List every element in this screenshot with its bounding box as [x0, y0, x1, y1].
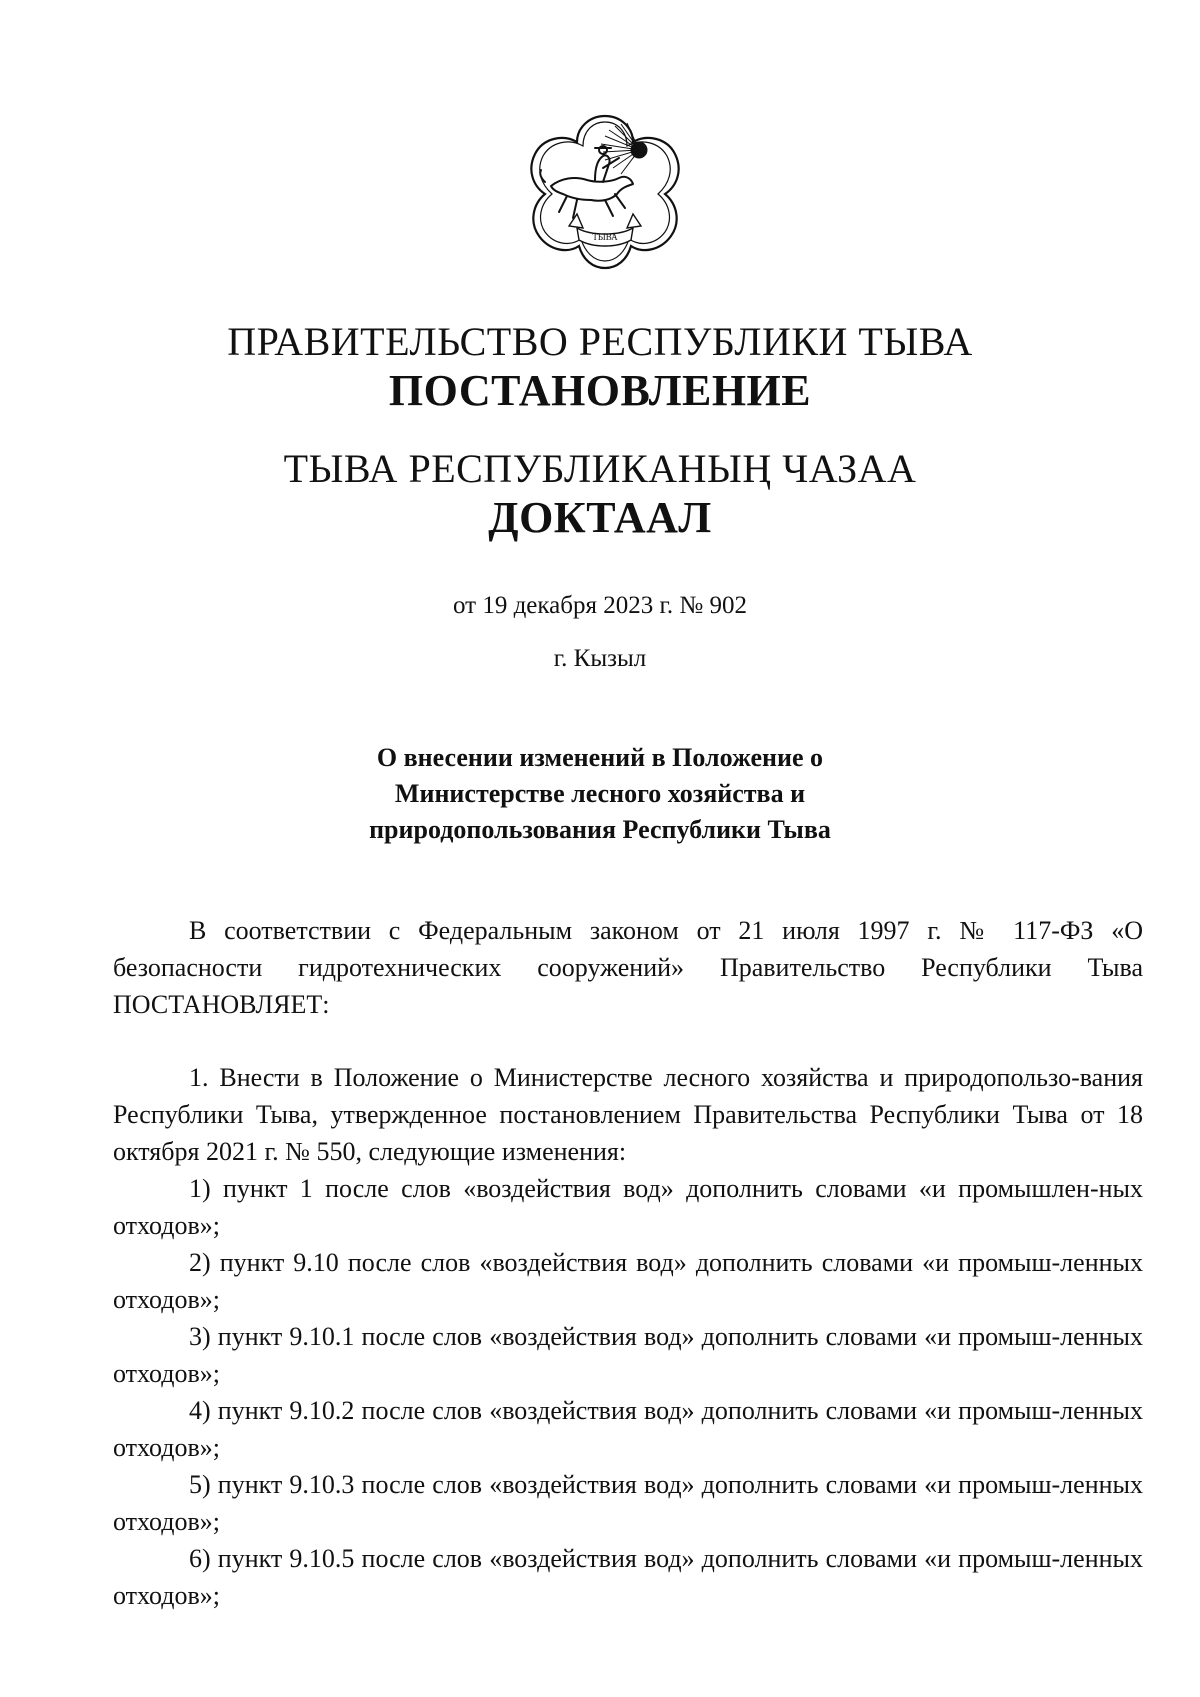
- decree-heading-tv: ДОКТААЛ: [488, 493, 712, 542]
- subitem-paragraph: 5) пункт 9.10.3 после слов «воздействия вод» дополнить словами «и промыш-ленных отходов»;: [113, 1470, 1143, 1536]
- government-name-tv: ТЫВА РЕСПУБЛИКАНЫҢ ЧАЗАА: [283, 446, 917, 491]
- subitem-paragraph: 6) пункт 9.10.5 после слов «воздействия вод» дополнить словами «и промыш-ленных отходов»;: [113, 1544, 1143, 1610]
- subitem-paragraph: 2) пункт 9.10 после слов «воздействия вод» дополнить словами «и промыш-ленных отходов»;: [113, 1248, 1143, 1314]
- subitem-paragraph: 3) пункт 9.10.1 после слов «воздействия вод» дополнить словами «и промыш-ленных отходов»;: [113, 1322, 1143, 1388]
- tuva-coat-of-arms: [521, 108, 689, 273]
- title-line: О внесении изменений в Положение о: [376, 743, 824, 772]
- coat-of-arms-icon: [521, 108, 689, 273]
- government-name-ru: ПРАВИТЕЛЬСТВО РЕСПУБЛИКИ ТЫВА: [227, 319, 973, 364]
- emblem-ribbon-text: ТЫВА: [592, 232, 618, 242]
- decree-date-number: от 19 декабря 2023 г. № 902: [452, 592, 748, 619]
- document-title: [300, 740, 900, 848]
- title-line: природопользования Республики Тыва: [369, 815, 831, 844]
- document-body: [113, 912, 1143, 1614]
- item-1-paragraph: 1. Внести в Положение о Министерстве лесного хозяйства и природопользо-вания Республики Тыва, утвержденное постановлением Правительства Республики Тыва от 18 октября 2021 г. № 550, следующие изменения:: [113, 1063, 1143, 1166]
- subitem-paragraph: 1) пункт 1 после слов «воздействия вод» дополнить словами «и промышлен-ных отходов»;: [113, 1174, 1143, 1240]
- decree-heading-ru: ПОСТАНОВЛЕНИЕ: [388, 366, 812, 415]
- decree-city: г. Кызыл: [553, 645, 647, 672]
- title-line: Министерстве лесного хозяйства и: [394, 779, 806, 808]
- preamble-paragraph: В соответствии с Федеральным законом от 21 июля 1997 г. № 117-ФЗ «О безопасности гидротехнических сооружений» Правительство Республики Тыва ПОСТАНОВЛЯЕТ:: [113, 916, 1143, 1019]
- subitem-paragraph: 4) пункт 9.10.2 после слов «воздействия вод» дополнить словами «и промыш-ленных отходов»;: [113, 1396, 1143, 1462]
